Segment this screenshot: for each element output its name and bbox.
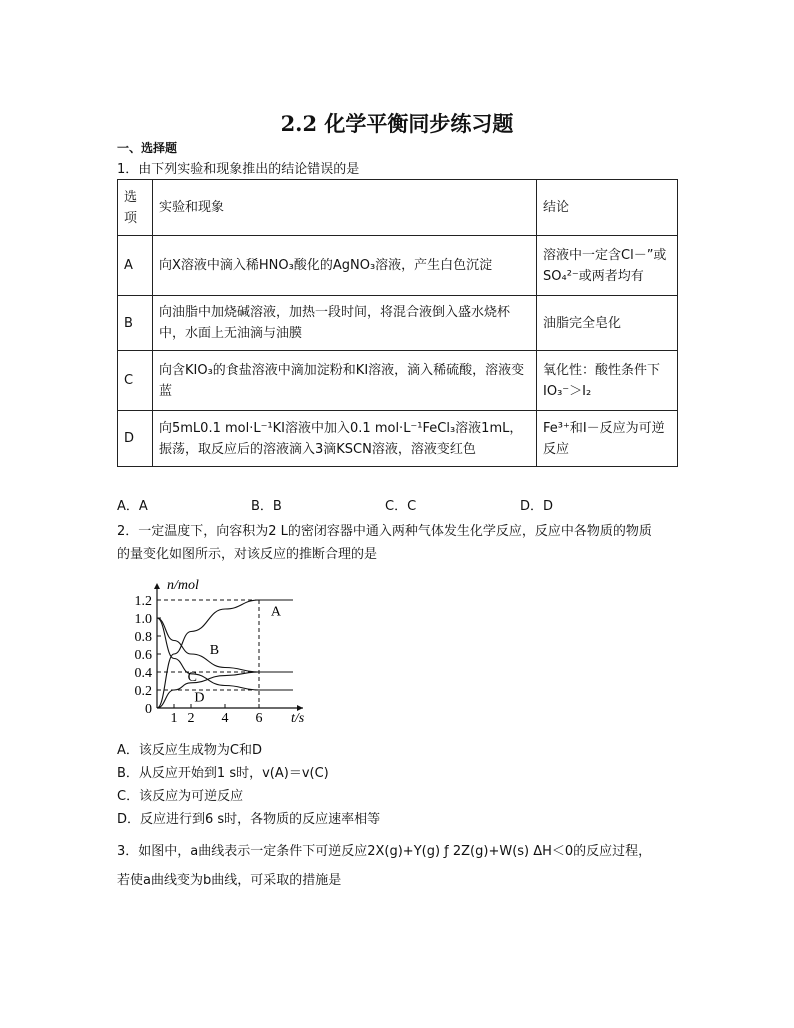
header-conclusion: 结论 — [537, 180, 678, 236]
table-row — [118, 236, 678, 296]
q2-option-b[interactable]: B．从反应开始到1 s时，v(A)＝v(C) — [117, 766, 329, 781]
y-tick-label: 0.4 — [134, 666, 152, 681]
q2-option-d[interactable]: D．反应进行到6 s时，各物质的反应速率相等 — [117, 812, 381, 827]
row-experiment: 向X溶液中滴入稀HNO₃酸化的AgNO₃溶液，产生白色沉淀 — [153, 236, 537, 296]
table-header-row — [118, 180, 678, 236]
header-experiment: 实验和现象 — [153, 180, 537, 236]
q1-option-b[interactable]: B．B — [251, 499, 282, 514]
y-axis-arrow — [154, 583, 160, 589]
y-tick-label: 0.8 — [134, 630, 152, 645]
q2-stem-line1: 2．一定温度下，向容积为2 L的密闭容器中通入两种气体发生化学反应，反应中各物质的物质 — [117, 524, 652, 539]
q2-graph — [125, 568, 315, 733]
y-tick-label: 0.2 — [134, 684, 152, 699]
row-option: D — [118, 411, 153, 467]
table-row — [118, 296, 678, 351]
row-experiment: 向油脂中加烧碱溶液，加热一段时间，将混合液倒入盛水烧杯中，水面上无油滴与油膜 — [153, 296, 537, 351]
x-tick-label: 4 — [221, 711, 229, 726]
q1-option-c[interactable]: C．C — [385, 499, 417, 514]
row-option: C — [118, 351, 153, 411]
row-conclusion: 溶液中一定含Cl－”或SO₄²⁻或两者均有 — [537, 236, 678, 296]
page-title: 2.2 化学平衡同步练习题 — [280, 111, 514, 136]
curve-B — [157, 618, 293, 672]
y-tick-label: 1.2 — [134, 594, 152, 609]
series-label-C: C — [187, 670, 197, 685]
q1-stem: 1．由下列实验和现象推出的结论错误的是 — [117, 162, 360, 177]
table-row — [118, 411, 678, 467]
row-conclusion: Fe³⁺和I－反应为可逆反应 — [537, 411, 678, 467]
q2-option-a[interactable]: A．该反应生成物为C和D — [117, 743, 262, 758]
row-option: B — [118, 296, 153, 351]
series-label-A: A — [270, 604, 282, 620]
q3-stem-line1: 3．如图中，a曲线表示一定条件下可逆反应2X(g)+Y(g) ƒ 2Z(g)+W(s) ΔH＜0的反应过程， — [117, 844, 652, 859]
row-experiment: 向5mL0.1 mol·L⁻¹KI溶液中加入0.1 mol·L⁻¹FeCl₃溶液1mL，振荡，取反应后的溶液滴入3滴KSCN溶液，溶液变红色 — [153, 411, 537, 467]
header-option: 选项 — [118, 180, 153, 236]
row-conclusion: 氧化性：酸性条件下 IO₃⁻＞I₂ — [537, 351, 678, 411]
y-tick-label: 0 — [145, 702, 152, 717]
y-tick-label: 0.6 — [134, 648, 152, 663]
section-heading: 一、选择题 — [117, 141, 178, 155]
series-label-D: D — [194, 690, 205, 706]
row-experiment: 向含KIO₃的食盐溶液中滴加淀粉和KI溶液，滴入稀硫酸，溶液变蓝 — [153, 351, 537, 411]
x-tick-label: 2 — [187, 711, 195, 726]
q2-stem-line2: 的量变化如图所示，对该反应的推断合理的是 — [117, 547, 378, 562]
q1-option-a[interactable]: A．A — [117, 499, 148, 514]
row-conclusion: 油脂完全皂化 — [537, 296, 678, 351]
y-axis-label: n/mol — [167, 578, 199, 593]
row-option: A — [118, 236, 153, 296]
x-tick-label: 6 — [255, 711, 263, 726]
q1-option-d[interactable]: D．D — [520, 499, 554, 514]
q3-stem-line2: 若使a曲线变为b曲线，可采取的措施是 — [117, 873, 342, 888]
x-tick-label: 1 — [170, 711, 178, 726]
x-axis-label: t/s — [291, 711, 305, 726]
y-tick-label: 1.0 — [134, 612, 152, 627]
series-label-B: B — [209, 643, 220, 658]
q1-table — [117, 179, 678, 467]
table-row — [118, 351, 678, 411]
q2-option-c[interactable]: C．该反应为可逆反应 — [117, 789, 244, 804]
curve-C — [157, 618, 293, 690]
